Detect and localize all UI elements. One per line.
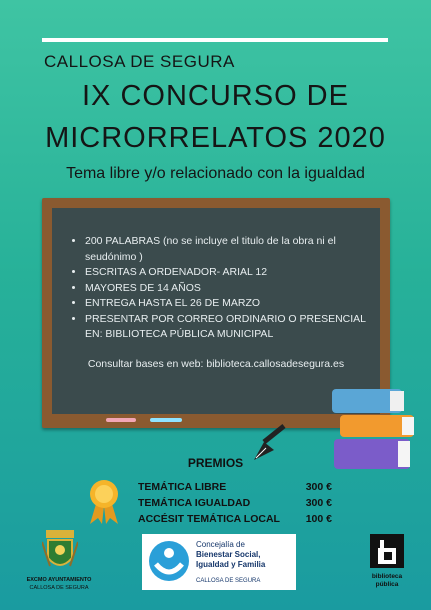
prizes-heading: PREMIOS <box>187 456 244 470</box>
prize-label: ACCÉSIT TEMÁTICA LOCAL <box>138 513 280 525</box>
prize-amount: 300 € <box>305 481 332 493</box>
bienestar-line1: Concejalía de <box>196 540 245 549</box>
crest-caption-line1: EXCMO AYUNTAMIENTO <box>26 577 92 583</box>
rule-item: • PRESENTAR POR CORREO ORDINARIO O PRESENCIAL EN: BIBLIOTECA PÚBLICA MUNICIPAL <box>85 312 372 343</box>
prize-label: TEMÁTICA IGUALDAD <box>138 497 251 509</box>
municipal-crest-icon <box>42 530 78 574</box>
rule-item: • ESCRITAS A ORDENADOR- ARIAL 12 <box>85 265 372 281</box>
prize-amount: 100 € <box>305 513 332 525</box>
town-name: CALLOSA DE SEGURA <box>44 52 235 71</box>
rule-item: • ENTREGA HASTA EL 26 DE MARZO <box>85 296 372 312</box>
bienestar-line3: CALLOSA DE SEGURA <box>196 578 261 584</box>
prize-row <box>138 497 332 513</box>
prizes-table <box>138 481 332 529</box>
rule-item: • MAYORES DE 14 AÑOS <box>85 281 372 297</box>
library-caption-line2: pública <box>375 581 399 588</box>
crest-caption-line2: CALLOSA DE SEGURA <box>29 585 89 591</box>
bienestar-logo-box <box>142 534 296 590</box>
contest-title-line2: MICRORRELATOS 2020 <box>45 122 386 154</box>
medal-icon <box>84 478 124 526</box>
bienestar-line2: Bienestar Social, Igualdad y Familia <box>196 550 266 569</box>
chalkboard-surface <box>52 208 380 414</box>
bienestar-logo-icon <box>148 540 190 582</box>
rule-item: • 200 PALABRAS (no se incluye el titulo de la obra ni el seudónimo ) <box>85 234 372 265</box>
prize-amount: 300 € <box>305 497 332 509</box>
library-logo-icon <box>370 534 404 568</box>
pink-chalk <box>106 418 136 422</box>
prize-row <box>138 481 332 497</box>
contest-title-line1: IX CONCURSO DE <box>82 80 349 112</box>
library-caption-line1: biblioteca <box>371 573 403 580</box>
prize-label: TEMÁTICA LIBRE <box>138 481 227 493</box>
prize-row <box>138 513 332 529</box>
blue-chalk <box>150 418 182 422</box>
rules-list <box>72 234 372 343</box>
top-divider <box>42 38 388 42</box>
contest-subtitle: Tema libre y/o relacionado con la igualdad <box>66 165 365 182</box>
website-text: Consultar bases en web: biblioteca.callosadesegura.es <box>87 358 345 370</box>
